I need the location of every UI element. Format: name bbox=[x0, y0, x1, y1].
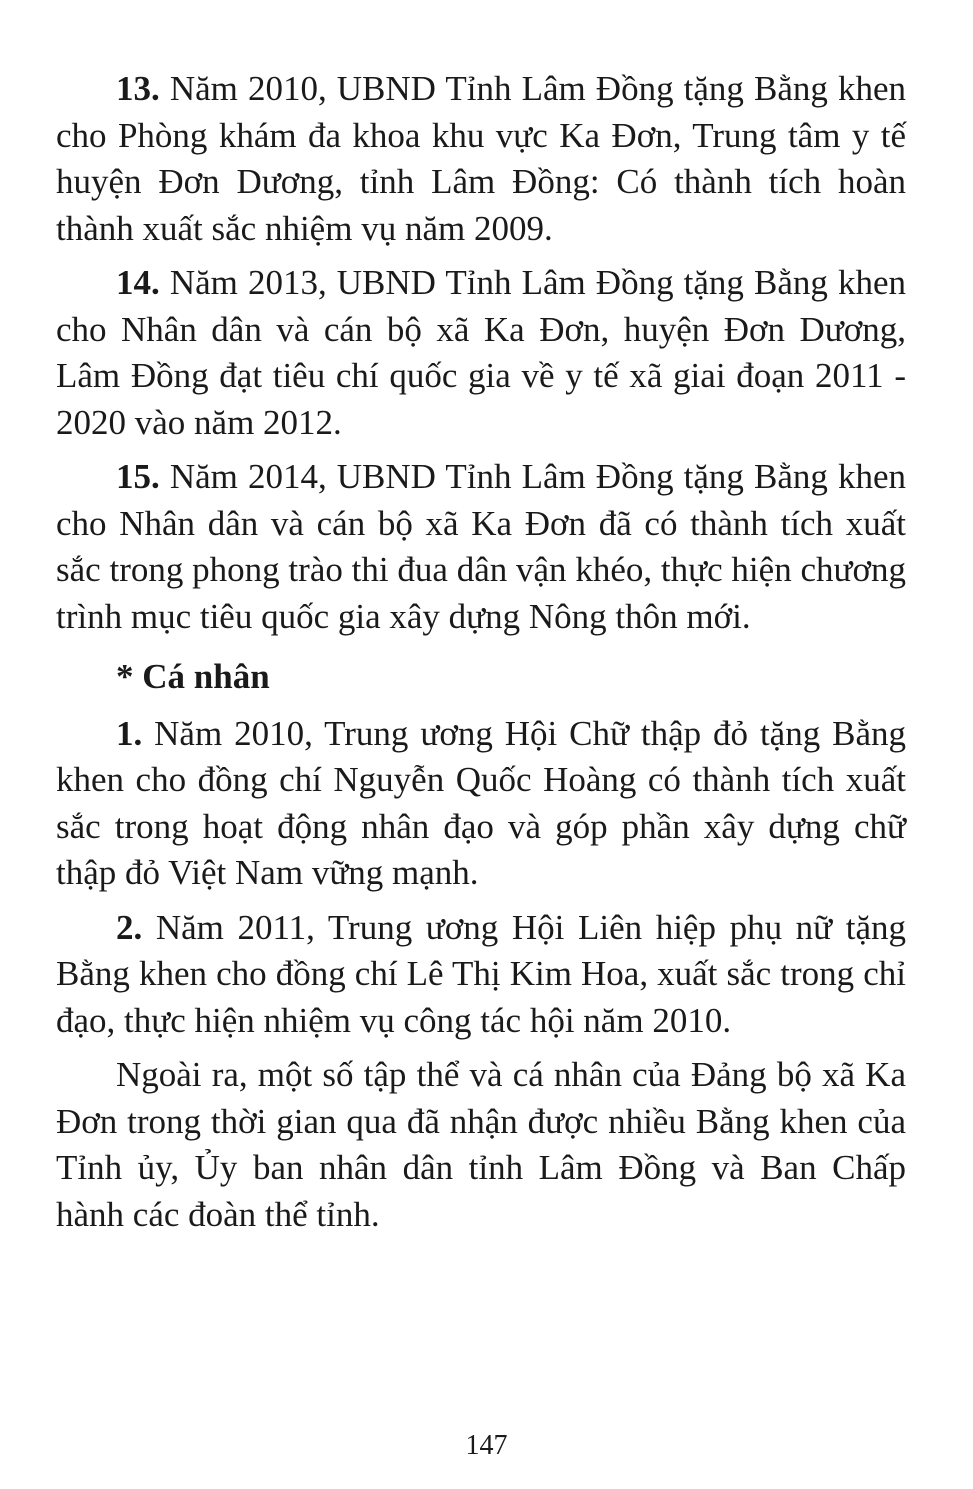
section-heading-individuals: * Cá nhân bbox=[116, 657, 270, 696]
item-number: 2. bbox=[116, 907, 143, 947]
item-text: Năm 2014, UBND Tỉnh Lâm Đồng tặng Bằng khen cho Nhân dân và cán bộ xã Ka Đơn đã có thành tích xuất sắc trong phong trào thi đua dân vận khéo, thực hiện chương trình mục tiêu quốc gia xây dựng Nông thôn mới. bbox=[56, 457, 906, 636]
item-text: Năm 2010, Trung ương Hội Chữ thập đỏ tặng Bằng khen cho đồng chí Nguyễn Quốc Hoàng có thành tích xuất sắc trong hoạt động nhân đạo và góp phần xây dựng chữ thập đỏ Việt Nam vững mạnh. bbox=[56, 713, 906, 892]
item-text: Năm 2013, UBND Tỉnh Lâm Đồng tặng Bằng khen cho Nhân dân và cán bộ xã Ka Đơn, huyện Đơn Dương, Lâm Đồng đạt tiêu chí quốc gia về y tế xã giai đoạn 2011 - 2020 vào năm 2012. bbox=[56, 263, 906, 442]
individual-award-paragraph-2 bbox=[56, 905, 906, 1045]
award-paragraph-13 bbox=[56, 66, 906, 252]
item-number: 15. bbox=[116, 457, 160, 496]
item-number: 1. bbox=[116, 713, 143, 753]
page-number: 147 bbox=[465, 1430, 508, 1461]
item-text: Năm 2011, Trung ương Hội Liên hiệp phụ nữ tặng Bằng khen cho đồng chí Lê Thị Kim Hoa, xuất sắc trong chỉ đạo, thực hiện nhiệm vụ công tác hội năm 2010. bbox=[56, 907, 906, 1040]
closing-paragraph: Ngoài ra, một số tập thể và cá nhân của Đảng bộ xã Ka Đơn trong thời gian qua đã nhận được nhiều Bằng khen của Tỉnh ủy, Ủy ban nhân dân tỉnh Lâm Đồng và Ban Chấp hành các đoàn thể tỉnh. bbox=[56, 1055, 906, 1234]
item-number: 14. bbox=[116, 263, 160, 302]
page-body bbox=[56, 66, 906, 1238]
item-text: Năm 2010, UBND Tỉnh Lâm Đồng tặng Bằng khen cho Phòng khám đa khoa khu vực Ka Đơn, Trung tâm y tế huyện Đơn Dương, tỉnh Lâm Đồng: Có thành tích hoàn thành xuất sắc nhiệm vụ năm 2009. bbox=[56, 69, 906, 248]
individual-award-paragraph-1 bbox=[56, 711, 906, 897]
item-number: 13. bbox=[116, 69, 160, 108]
award-paragraph-15 bbox=[56, 454, 906, 640]
award-paragraph-14 bbox=[56, 260, 906, 446]
